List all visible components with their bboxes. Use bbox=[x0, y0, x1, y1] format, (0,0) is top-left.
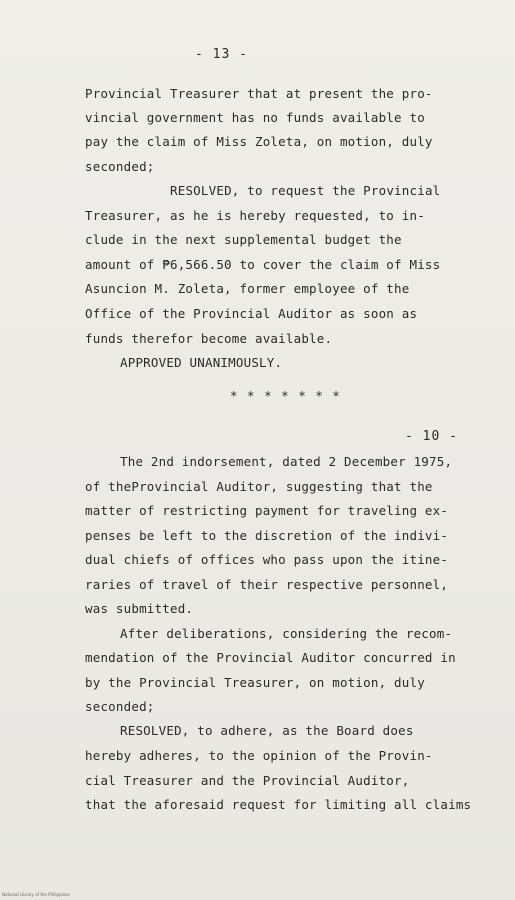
text-line: Provincial Treasurer that at present the pro- bbox=[85, 86, 433, 101]
text-line: Office of the Provincial Auditor as soon as bbox=[85, 306, 418, 321]
text-line: amount of ₱6,566.50 to cover the claim of Miss bbox=[85, 257, 441, 272]
footer-text: National Library of the Philippines bbox=[2, 892, 70, 897]
text-line: Treasurer, as he is hereby requested, to in- bbox=[85, 208, 425, 223]
text-line: dual chiefs of offices who pass upon the itine- bbox=[85, 552, 449, 567]
text-line: by the Provincial Treasurer, on motion, duly bbox=[85, 675, 425, 690]
text-line: hereby adheres, to the opinion of the Provin- bbox=[85, 748, 433, 763]
text-line: The 2nd indorsement, dated 2 December 1975, bbox=[120, 454, 453, 469]
separator-stars: * * * * * * * bbox=[230, 388, 341, 403]
text-line: penses be left to the discretion of the indivi- bbox=[85, 528, 449, 543]
text-line: seconded; bbox=[85, 699, 155, 714]
text-line: mendation of the Provincial Auditor concurred in bbox=[85, 650, 456, 665]
text-line: was submitted. bbox=[85, 601, 194, 616]
page-number: - 13 - bbox=[195, 47, 248, 62]
text-line: that the aforesaid request for limiting all claims bbox=[85, 797, 472, 812]
text-line: vincial government has no funds available to bbox=[85, 110, 425, 125]
text-line: seconded; bbox=[85, 159, 155, 174]
text-line: of theProvincial Auditor, suggesting that the bbox=[85, 479, 433, 494]
text-line: RESOLVED, to request the Provincial bbox=[170, 183, 441, 198]
approved-text: APPROVED UNANIMOUSLY. bbox=[120, 355, 283, 370]
text-line: matter of restricting payment for traveling ex- bbox=[85, 503, 449, 518]
text-line: cial Treasurer and the Provincial Auditor, bbox=[85, 773, 410, 788]
text-line: After deliberations, considering the recom- bbox=[120, 626, 453, 641]
section-number: - 10 - bbox=[405, 429, 458, 444]
text-line: pay the claim of Miss Zoleta, on motion, duly bbox=[85, 134, 433, 149]
text-line: clude in the next supplemental budget the bbox=[85, 232, 402, 247]
text-line: raries of travel of their respective personnel, bbox=[85, 577, 449, 592]
text-line: Asuncion M. Zoleta, former employee of the bbox=[85, 281, 410, 296]
text-line: funds therefor become available. bbox=[85, 331, 333, 346]
text-line: RESOLVED, to adhere, as the Board does bbox=[120, 723, 414, 738]
